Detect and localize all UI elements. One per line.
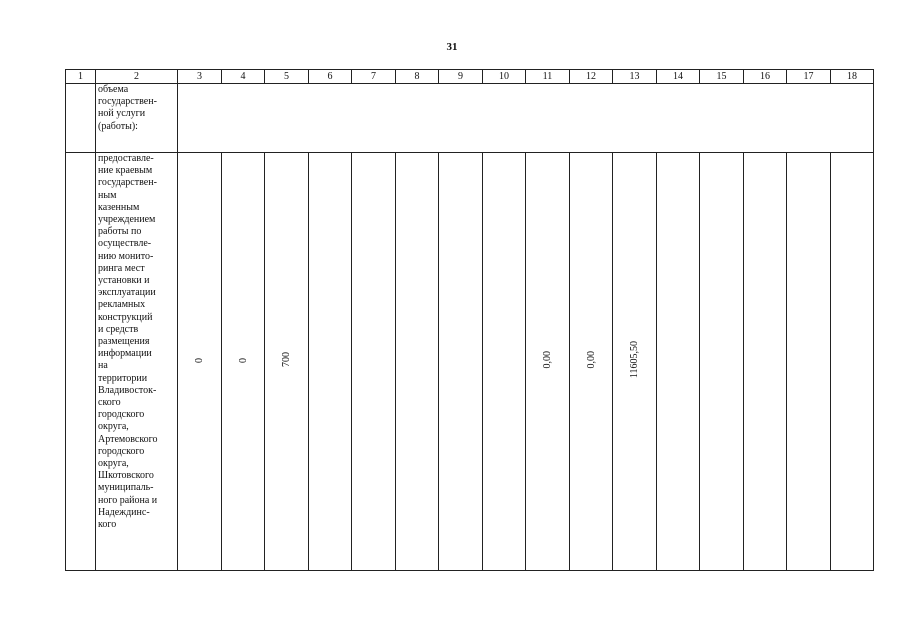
table-cell <box>396 153 439 571</box>
table-cell <box>178 153 222 571</box>
column-header: 1 <box>66 70 96 84</box>
cell-value: 0 <box>237 358 249 364</box>
column-header: 14 <box>657 70 700 84</box>
table-cell <box>744 153 787 571</box>
table-cell <box>178 84 874 153</box>
data-table <box>65 69 874 571</box>
table-cell <box>657 153 700 571</box>
table-cell <box>66 84 96 153</box>
table-row <box>66 84 874 153</box>
table-cell <box>66 153 96 571</box>
column-header: 6 <box>309 70 352 84</box>
table-cell <box>831 153 874 571</box>
column-header: 7 <box>352 70 396 84</box>
column-header: 5 <box>265 70 309 84</box>
table-row <box>66 153 874 571</box>
table-cell <box>526 153 570 571</box>
column-header: 15 <box>700 70 744 84</box>
table-cell <box>700 153 744 571</box>
table-cell <box>265 153 309 571</box>
page-number: 31 <box>446 41 458 53</box>
cell-value: 0 <box>194 358 205 364</box>
table-cell <box>570 153 613 571</box>
column-header: 8 <box>396 70 439 84</box>
table-cell <box>613 153 657 571</box>
row-description: объема государствен- ной услуги (работы): <box>96 84 178 153</box>
table-cell <box>787 153 831 571</box>
column-header: 16 <box>744 70 787 84</box>
column-header: 3 <box>178 70 222 84</box>
table-cell <box>352 153 396 571</box>
table-cell <box>483 153 526 571</box>
cell-value: 0,00 <box>585 350 597 369</box>
cell-value: 700 <box>281 351 292 367</box>
column-header: 2 <box>96 70 178 84</box>
column-header: 12 <box>570 70 613 84</box>
cell-value: 0,00 <box>542 350 553 369</box>
table-cell <box>222 153 265 571</box>
column-header: 4 <box>222 70 265 84</box>
column-header: 10 <box>483 70 526 84</box>
row-description: предоставле- ние краевым государствен- ным казенным учреждением работы по осуществле- нию монито- ринга мест установки и эксплуатации рекламных конструкций и средств размещения информации на территории Владивосток- ского городского округа, Артемовского городского округа, Шкотовского муниципаль- ного района и Надеждинс- кого <box>96 153 178 571</box>
cell-value: 11605,50 <box>629 340 640 378</box>
column-header: 11 <box>526 70 570 84</box>
column-header: 9 <box>439 70 483 84</box>
column-header: 13 <box>613 70 657 84</box>
column-header: 18 <box>831 70 874 84</box>
table-cell <box>439 153 483 571</box>
table-cell <box>309 153 352 571</box>
column-header: 17 <box>787 70 831 84</box>
header-row <box>66 70 874 84</box>
